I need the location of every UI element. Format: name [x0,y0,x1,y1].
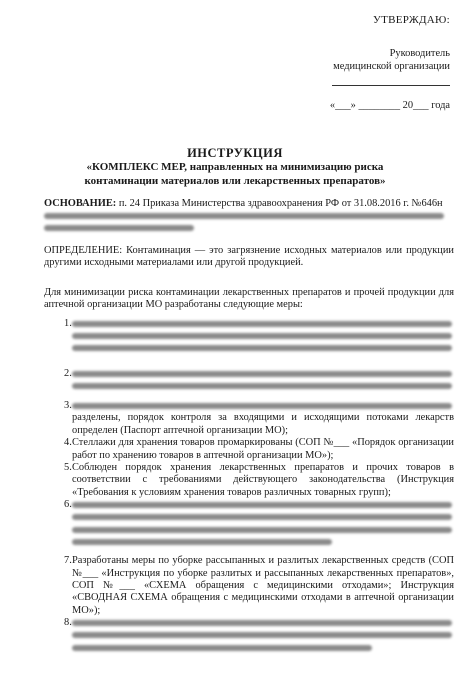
measures-list [44,318,454,657]
signature-line [332,85,450,86]
list-item [44,368,454,400]
approval-date-line: «___» ________ 20___ года [329,100,450,112]
item-number: 5. [64,462,72,474]
item-blurred-text [72,617,454,654]
basis-blurred-text [44,210,454,235]
approval-position-line2: медицинской организации [333,60,450,72]
item-blurred-text [72,368,454,393]
document-subtitle-line2: контаминации материалов или лекарственных препаратов» [84,174,386,187]
item-text: Соблюден порядок хранения лекарственных препаратов и прочих товаров в соответствии с требованиями действующего законодательства (Инструкция «Требования к условиям хранения товаров различных товарных групп); [72,462,454,498]
list-item [44,617,454,657]
definition-label: ОПРЕДЕЛЕНИЕ [44,245,120,256]
approval-block [300,8,450,113]
item-number: 8. [64,617,72,629]
list-item [44,499,454,555]
list-item [44,318,454,368]
item-number: 7. [64,555,72,567]
item-text: Разработаны меры по уборке рассыпанных и разлитых лекарственных средств (СОП №___ «Инструкция по уборке разлитых и рассыпанных лекарственных препаратов», СОП №___ «СХЕМА обращения с медицинскими отходами»; Инструкция «СВОДНАЯ СХЕМА обращения с медицинскими отходами в аптечной организации МО»); [72,555,454,616]
document-heading [20,146,450,188]
list-item [44,437,454,462]
approval-title: УТВЕРЖДАЮ: [373,14,450,26]
item-blurred-text [72,499,454,549]
basis-text: п. 24 Приказа Министерства здравоохранения РФ от 31.08.2016 г. №646н [118,198,443,209]
item-number: 1. [64,318,72,329]
item-blurred-text [72,318,454,355]
intro-paragraph: Для минимизации риска контаминации лекарственных препаратов и прочей продукции для аптечной организации МО разработаны следующие меры: [44,287,454,311]
list-item [44,400,454,437]
item-blurred-text [72,400,454,412]
basis-label: ОСНОВАНИЕ: [44,198,117,209]
document-subtitle-line1: «КОМПЛЕКС МЕР, направленных на минимизацию риска [86,161,384,173]
item-number: 4. [64,437,72,449]
item-number: 2. [64,368,72,379]
list-item [44,462,454,499]
item-number: 6. [64,499,72,511]
document-title: ИНСТРУКЦИЯ [187,146,283,160]
definition-text: : Контаминация — это загрязнение исходных материалов или продукции другими исходными материалами или другой продукцией. [44,245,454,269]
definition-paragraph [44,245,454,270]
basis-paragraph [44,198,454,235]
item-number: 3. [64,400,72,411]
item-text: разделены, порядок контроля за входящими и исходящими потоками лекарств определен (Паспорт аптечной организации МО); [72,412,454,436]
item-text: Стеллажи для хранения товаров промаркированы (СОП №___ «Порядок организации работ по хранению товаров в аптечной организации МО»); [72,437,454,461]
list-item [44,555,454,617]
approval-position-line1: Руководитель [389,48,450,60]
